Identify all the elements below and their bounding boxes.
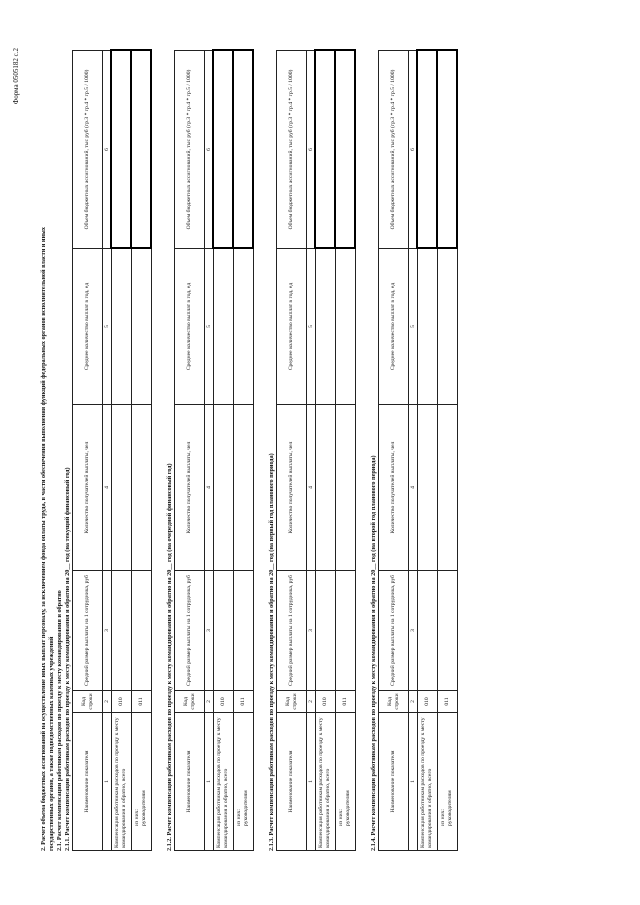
column-header-code: Код строки (277, 691, 307, 713)
cell-payments-per-year[interactable] (131, 249, 151, 405)
row-code: 010 (417, 691, 437, 713)
column-number: 5 (409, 249, 418, 405)
row-label-total: Компенсация работникам расходов по проезду к месту командирования и обратно, всего (417, 713, 437, 851)
column-header-avg-payment: Средний размер выплаты на 1 сотрудника, руб (379, 571, 409, 691)
column-header-recipients: Количество получателей выплаты, чел (175, 405, 205, 571)
cell-payments-per-year[interactable] (315, 249, 335, 405)
column-number: 6 (205, 51, 214, 249)
row-code: 010 (315, 691, 335, 713)
column-header-budget-volume: Объем бюджетных ассигнований, тыс руб (гр.3 * гр.4 * гр.5 / 1000) (379, 51, 409, 249)
column-header-recipients: Количество получателей выплаты, чел (73, 405, 103, 571)
cell-budget-volume[interactable] (233, 51, 253, 249)
compensation-table (174, 50, 254, 852)
section-title: 2.1.1. Расчет компенсации работникам расходов по проезду к месту командирования и обратно на 20__ год (на текущий финансовый год) (64, 467, 71, 851)
cell-payments-per-year[interactable] (417, 249, 437, 405)
column-number: 1 (409, 713, 418, 851)
column-header-budget-volume: Объем бюджетных ассигнований, тыс руб (гр.3 * гр.4 * гр.5 / 1000) (73, 51, 103, 249)
row-label-of-which: из них: руководителям (335, 713, 355, 851)
column-number: 3 (205, 571, 214, 691)
column-number: 2 (103, 691, 112, 713)
column-number: 2 (409, 691, 418, 713)
cell-avg-payment[interactable] (417, 571, 437, 691)
column-number: 1 (103, 713, 112, 851)
section-2-1-1 (63, 51, 152, 851)
cell-budget-volume[interactable] (213, 51, 233, 249)
column-header-code: Код строки (73, 691, 103, 713)
cell-avg-payment[interactable] (437, 571, 457, 691)
section-2-1-heading: 2.1. Расчет компенсации работникам расходов по проезду к месту командирования и обратно (56, 590, 63, 851)
column-header-code: Код строки (175, 691, 205, 713)
cell-recipients[interactable] (131, 405, 151, 571)
cell-avg-payment[interactable] (213, 571, 233, 691)
column-number: 1 (205, 713, 214, 851)
section-title: 2.1.4. Расчет компенсации работникам расходов по проезду к месту командирования и обратно на 20__ год (на второй год планового периода) (370, 455, 377, 851)
cell-avg-payment[interactable] (131, 571, 151, 691)
column-header-avg-payment: Средний размер выплаты на 1 сотрудника, руб (277, 571, 307, 691)
section-2-1-2 (165, 51, 254, 851)
column-header-payments-per-year: Среднее количество выплат в год, ед (73, 249, 103, 405)
column-header-payments-per-year: Среднее количество выплат в год, ед (175, 249, 205, 405)
column-header-recipients: Количество получателей выплаты, чел (277, 405, 307, 571)
section-2-1-3 (267, 51, 356, 851)
compensation-table (276, 50, 356, 852)
column-header-name: Наименование показателя (277, 713, 307, 851)
cell-recipients[interactable] (111, 405, 131, 571)
cell-budget-volume[interactable] (315, 51, 335, 249)
cell-payments-per-year[interactable] (111, 249, 131, 405)
row-code: 011 (437, 691, 457, 713)
cell-avg-payment[interactable] (335, 571, 355, 691)
cell-avg-payment[interactable] (111, 571, 131, 691)
column-header-budget-volume: Объем бюджетных ассигнований, тыс руб (гр.3 * гр.4 * гр.5 / 1000) (175, 51, 205, 249)
cell-payments-per-year[interactable] (213, 249, 233, 405)
column-number: 6 (409, 51, 418, 249)
column-number: 3 (103, 571, 112, 691)
row-label-total: Компенсация работникам расходов по проезду к месту командирования и обратно, всего (213, 713, 233, 851)
cell-budget-volume[interactable] (335, 51, 355, 249)
column-number: 1 (307, 713, 316, 851)
cell-recipients[interactable] (315, 405, 335, 571)
row-label-of-which: из них: руководителям (131, 713, 151, 851)
column-number: 4 (409, 405, 418, 571)
cell-payments-per-year[interactable] (233, 249, 253, 405)
row-label-of-which: из них: руководителям (233, 713, 253, 851)
column-header-recipients: Количество получателей выплаты, чел (379, 405, 409, 571)
row-code: 010 (213, 691, 233, 713)
column-header-payments-per-year: Среднее количество выплат в год, ед (379, 249, 409, 405)
row-code: 011 (335, 691, 355, 713)
column-number: 4 (205, 405, 214, 571)
column-number: 3 (409, 571, 418, 691)
column-header-name: Наименование показателя (175, 713, 205, 851)
row-label-total: Компенсация работникам расходов по проезду к месту командирования и обратно, всего (315, 713, 335, 851)
column-header-payments-per-year: Среднее количество выплат в год, ед (277, 249, 307, 405)
cell-budget-volume[interactable] (131, 51, 151, 249)
column-number: 2 (307, 691, 316, 713)
row-label-of-which: из них: руководителям (437, 713, 457, 851)
column-number: 4 (103, 405, 112, 571)
row-code: 011 (131, 691, 151, 713)
column-number: 5 (205, 249, 214, 405)
cell-recipients[interactable] (233, 405, 253, 571)
column-header-avg-payment: Средний размер выплаты на 1 сотрудника, руб (175, 571, 205, 691)
column-number: 6 (103, 51, 112, 249)
cell-payments-per-year[interactable] (335, 249, 355, 405)
cell-recipients[interactable] (335, 405, 355, 571)
compensation-table (378, 50, 458, 852)
cell-payments-per-year[interactable] (437, 249, 457, 405)
column-number: 2 (205, 691, 214, 713)
row-code: 010 (111, 691, 131, 713)
column-header-avg-payment: Средний размер выплаты на 1 сотрудника, руб (73, 571, 103, 691)
section-2-heading-cont: государственных органов, а также подведомственных казенных учреждений (48, 636, 55, 851)
cell-recipients[interactable] (213, 405, 233, 571)
cell-recipients[interactable] (417, 405, 437, 571)
cell-avg-payment[interactable] (315, 571, 335, 691)
column-number: 6 (307, 51, 316, 249)
section-title: 2.1.2. Расчет компенсации работникам расходов по проезду к месту командирования и обратно на 20__ год (на очередной финансовый год) (166, 463, 173, 851)
column-header-name: Наименование показателя (73, 713, 103, 851)
column-header-code: Код строки (379, 691, 409, 713)
column-number: 4 (307, 405, 316, 571)
cell-budget-volume[interactable] (437, 51, 457, 249)
form-number: Форма 0505182 с.2 (12, 48, 20, 105)
column-number: 3 (307, 571, 316, 691)
row-label-total: Компенсация работникам расходов по проезду к месту командирования и обратно, всего (111, 713, 131, 851)
cell-recipients[interactable] (437, 405, 457, 571)
column-header-budget-volume: Объем бюджетных ассигнований, тыс руб (гр.3 * гр.4 * гр.5 / 1000) (277, 51, 307, 249)
section-2-1-4 (369, 51, 458, 851)
compensation-table (72, 50, 152, 852)
section-2-heading: 2. Расчет объема бюджетных ассигнований на осуществление иных выплат персоналу, за исключением фонда оплаты труда, в части обеспечения выполнения функций федеральных органов исполнительной власти и иных (40, 227, 47, 851)
column-number: 5 (307, 249, 316, 405)
cell-avg-payment[interactable] (233, 571, 253, 691)
cell-budget-volume[interactable] (417, 51, 437, 249)
column-header-name: Наименование показателя (379, 713, 409, 851)
row-code: 011 (233, 691, 253, 713)
cell-budget-volume[interactable] (111, 51, 131, 249)
section-title: 2.1.3. Расчет компенсации работникам расходов по проезду к месту командирования и обратно на 20__ год (на первый год планового периода) (268, 453, 275, 851)
column-number: 5 (103, 249, 112, 405)
